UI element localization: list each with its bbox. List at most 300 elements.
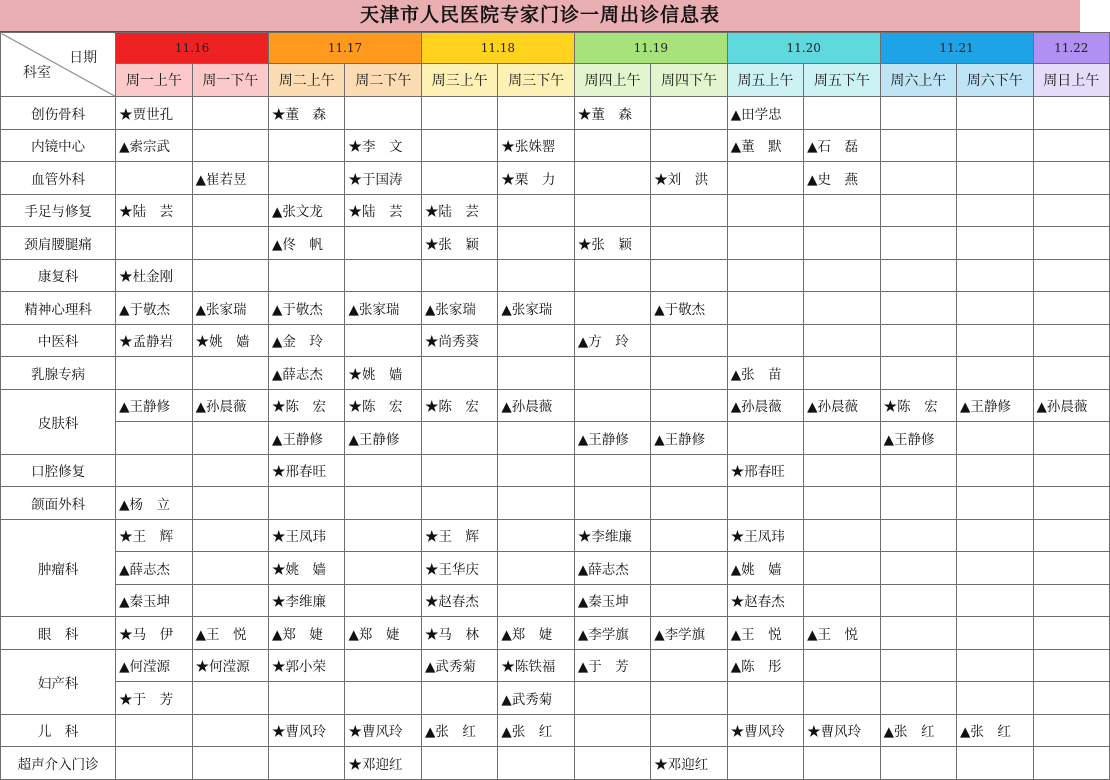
schedule-table bbox=[0, 32, 1110, 780]
table-row bbox=[1, 617, 1110, 650]
doctor-cell bbox=[880, 519, 956, 552]
doctor-cell: ★王凤玮 bbox=[269, 519, 345, 552]
doctor-cell bbox=[498, 519, 574, 552]
doctor-cell bbox=[1033, 649, 1110, 682]
doctor-cell bbox=[804, 259, 880, 292]
doctor-cell bbox=[345, 552, 421, 585]
doctor-cell bbox=[574, 487, 650, 520]
doctor-cell bbox=[574, 747, 650, 780]
department-name: 血管外科 bbox=[1, 162, 116, 195]
doctor-cell: ★董 森 bbox=[574, 97, 650, 130]
doctor-cell: ▲薛志杰 bbox=[574, 552, 650, 585]
doctor-cell: ▲于敬杰 bbox=[116, 292, 192, 325]
doctor-cell: ▲李学旗 bbox=[574, 617, 650, 650]
doctor-cell bbox=[880, 552, 956, 585]
doctor-cell bbox=[957, 682, 1033, 715]
period-header: 周日上午 bbox=[1033, 64, 1110, 97]
doctor-cell bbox=[804, 552, 880, 585]
doctor-cell bbox=[498, 487, 574, 520]
doctor-cell bbox=[880, 259, 956, 292]
doctor-cell bbox=[804, 292, 880, 325]
doctor-cell bbox=[1033, 422, 1110, 455]
doctor-cell bbox=[804, 487, 880, 520]
doctor-cell bbox=[116, 357, 192, 390]
doctor-cell bbox=[116, 747, 192, 780]
doctor-cell: ▲张家瑞 bbox=[421, 292, 497, 325]
doctor-cell: ★马 伊 bbox=[116, 617, 192, 650]
doctor-cell bbox=[880, 227, 956, 260]
table-row bbox=[1, 747, 1110, 780]
doctor-cell: ▲李学旗 bbox=[651, 617, 727, 650]
table-row bbox=[1, 389, 1110, 422]
doctor-cell bbox=[345, 324, 421, 357]
doctor-cell: ▲王静修 bbox=[269, 422, 345, 455]
doctor-cell bbox=[498, 422, 574, 455]
table-row bbox=[1, 454, 1110, 487]
doctor-cell bbox=[574, 454, 650, 487]
doctor-cell bbox=[1033, 682, 1110, 715]
doctor-cell: ★邓迎红 bbox=[345, 747, 421, 780]
doctor-cell bbox=[574, 292, 650, 325]
doctor-cell bbox=[651, 519, 727, 552]
doctor-cell: ★邢春旺 bbox=[269, 454, 345, 487]
period-header: 周三上午 bbox=[421, 64, 497, 97]
doctor-cell bbox=[957, 357, 1033, 390]
doctor-cell bbox=[804, 324, 880, 357]
doctor-cell bbox=[957, 129, 1033, 162]
doctor-cell: ▲武秀菊 bbox=[498, 682, 574, 715]
doctor-cell bbox=[957, 422, 1033, 455]
doctor-cell bbox=[1033, 194, 1110, 227]
doctor-cell bbox=[651, 682, 727, 715]
doctor-cell: ▲孙晨薇 bbox=[498, 389, 574, 422]
department-name: 康复科 bbox=[1, 259, 116, 292]
doctor-cell bbox=[345, 227, 421, 260]
doctor-cell: ★于国涛 bbox=[345, 162, 421, 195]
doctor-cell bbox=[421, 422, 497, 455]
department-name: 皮肤科 bbox=[1, 389, 116, 454]
doctor-cell: ▲孙晨薇 bbox=[804, 389, 880, 422]
doctor-cell bbox=[421, 357, 497, 390]
doctor-cell bbox=[880, 357, 956, 390]
doctor-cell: ▲张 红 bbox=[957, 714, 1033, 747]
doctor-cell bbox=[192, 519, 268, 552]
doctor-cell bbox=[421, 97, 497, 130]
doctor-cell: ★邓迎红 bbox=[651, 747, 727, 780]
doctor-cell bbox=[345, 682, 421, 715]
doctor-cell: ▲秦玉坤 bbox=[574, 584, 650, 617]
doctor-cell bbox=[651, 259, 727, 292]
doctor-cell: ★陈 宏 bbox=[421, 389, 497, 422]
doctor-cell bbox=[269, 682, 345, 715]
doctor-cell: ★孟静岩 bbox=[116, 324, 192, 357]
doctor-cell: ▲郑 婕 bbox=[269, 617, 345, 650]
doctor-cell bbox=[498, 454, 574, 487]
doctor-cell bbox=[880, 649, 956, 682]
period-header: 周二下午 bbox=[345, 64, 421, 97]
doctor-cell: ▲孙晨薇 bbox=[1033, 389, 1110, 422]
doctor-cell bbox=[1033, 454, 1110, 487]
doctor-cell: ▲陈 彤 bbox=[727, 649, 803, 682]
doctor-cell bbox=[574, 357, 650, 390]
doctor-cell: ▲秦玉坤 bbox=[116, 584, 192, 617]
doctor-cell: ▲张文龙 bbox=[269, 194, 345, 227]
doctor-cell bbox=[957, 454, 1033, 487]
date-header: 11.19 bbox=[574, 33, 727, 64]
department-name: 手足与修复 bbox=[1, 194, 116, 227]
corner-dept-label: 科室 bbox=[23, 65, 51, 81]
period-header: 周六下午 bbox=[957, 64, 1033, 97]
table-row bbox=[1, 552, 1110, 585]
doctor-cell bbox=[498, 552, 574, 585]
doctor-cell bbox=[498, 584, 574, 617]
doctor-cell bbox=[804, 747, 880, 780]
doctor-cell: ★陈 宏 bbox=[880, 389, 956, 422]
doctor-cell bbox=[1033, 357, 1110, 390]
table-row bbox=[1, 227, 1110, 260]
doctor-cell: ▲索宗武 bbox=[116, 129, 192, 162]
doctor-cell bbox=[651, 324, 727, 357]
doctor-cell bbox=[651, 357, 727, 390]
doctor-cell bbox=[269, 259, 345, 292]
department-name: 乳腺专病 bbox=[1, 357, 116, 390]
doctor-cell: ▲王静修 bbox=[880, 422, 956, 455]
doctor-cell bbox=[1033, 292, 1110, 325]
department-name: 中医科 bbox=[1, 324, 116, 357]
date-header: 11.18 bbox=[421, 33, 574, 64]
doctor-cell bbox=[498, 97, 574, 130]
table-row bbox=[1, 324, 1110, 357]
doctor-cell bbox=[957, 617, 1033, 650]
doctor-cell: ▲姚 嫱 bbox=[727, 552, 803, 585]
doctor-cell bbox=[957, 747, 1033, 780]
table-row bbox=[1, 292, 1110, 325]
doctor-cell bbox=[651, 584, 727, 617]
department-name: 眼 科 bbox=[1, 617, 116, 650]
corner-date-label: 日期 bbox=[69, 50, 98, 66]
doctor-cell bbox=[421, 682, 497, 715]
doctor-cell bbox=[421, 162, 497, 195]
doctor-cell: ▲佟 帆 bbox=[269, 227, 345, 260]
doctor-cell bbox=[880, 747, 956, 780]
doctor-cell bbox=[498, 259, 574, 292]
doctor-cell: ▲史 燕 bbox=[804, 162, 880, 195]
doctor-cell bbox=[957, 487, 1033, 520]
doctor-cell: ▲王静修 bbox=[651, 422, 727, 455]
doctor-cell bbox=[880, 682, 956, 715]
doctor-cell: ▲孙晨薇 bbox=[192, 389, 268, 422]
doctor-cell: ▲于 芳 bbox=[574, 649, 650, 682]
doctor-cell: ★赵春杰 bbox=[727, 584, 803, 617]
doctor-cell bbox=[804, 682, 880, 715]
doctor-cell: ▲张 红 bbox=[421, 714, 497, 747]
doctor-cell: ★陈铁福 bbox=[498, 649, 574, 682]
doctor-cell bbox=[574, 194, 650, 227]
doctor-cell bbox=[957, 194, 1033, 227]
doctor-cell: ★陆 芸 bbox=[421, 194, 497, 227]
doctor-cell bbox=[804, 584, 880, 617]
doctor-cell bbox=[421, 747, 497, 780]
table-row bbox=[1, 162, 1110, 195]
doctor-cell bbox=[269, 747, 345, 780]
doctor-cell bbox=[651, 552, 727, 585]
doctor-cell bbox=[1033, 617, 1110, 650]
doctor-cell: ★姚 嫱 bbox=[345, 357, 421, 390]
doctor-cell: ★王凤玮 bbox=[727, 519, 803, 552]
doctor-cell bbox=[1033, 129, 1110, 162]
doctor-cell bbox=[192, 97, 268, 130]
doctor-cell: ▲崔若昱 bbox=[192, 162, 268, 195]
table-row bbox=[1, 584, 1110, 617]
doctor-cell: ★赵春杰 bbox=[421, 584, 497, 617]
doctor-cell bbox=[727, 292, 803, 325]
table-row bbox=[1, 422, 1110, 455]
doctor-cell bbox=[880, 162, 956, 195]
department-name: 妇产科 bbox=[1, 649, 116, 714]
doctor-cell: ★张姝罂 bbox=[498, 129, 574, 162]
doctor-cell bbox=[116, 162, 192, 195]
doctor-cell bbox=[957, 162, 1033, 195]
table-row bbox=[1, 194, 1110, 227]
doctor-cell: ★曹风玲 bbox=[345, 714, 421, 747]
doctor-cell bbox=[421, 129, 497, 162]
doctor-cell bbox=[345, 259, 421, 292]
doctor-cell bbox=[192, 552, 268, 585]
doctor-cell bbox=[651, 454, 727, 487]
doctor-cell: ▲郑 婕 bbox=[498, 617, 574, 650]
doctor-cell: ▲张 红 bbox=[880, 714, 956, 747]
doctor-cell bbox=[498, 227, 574, 260]
doctor-cell: ★曹风玲 bbox=[727, 714, 803, 747]
doctor-cell bbox=[574, 259, 650, 292]
doctor-cell: ▲于敬杰 bbox=[269, 292, 345, 325]
doctor-cell bbox=[957, 227, 1033, 260]
doctor-cell bbox=[192, 487, 268, 520]
doctor-cell bbox=[574, 682, 650, 715]
doctor-cell: ★王华庆 bbox=[421, 552, 497, 585]
doctor-cell bbox=[1033, 714, 1110, 747]
table-row bbox=[1, 649, 1110, 682]
doctor-cell bbox=[880, 454, 956, 487]
doctor-cell bbox=[651, 714, 727, 747]
department-name: 颈肩腰腿痛 bbox=[1, 227, 116, 260]
doctor-cell bbox=[804, 97, 880, 130]
department-name: 超声介入门诊 bbox=[1, 747, 116, 780]
doctor-cell bbox=[1033, 162, 1110, 195]
doctor-cell: ★董 森 bbox=[269, 97, 345, 130]
doctor-cell bbox=[116, 422, 192, 455]
doctor-cell bbox=[651, 129, 727, 162]
doctor-cell bbox=[727, 259, 803, 292]
doctor-cell: ▲武秀菊 bbox=[421, 649, 497, 682]
doctor-cell bbox=[192, 357, 268, 390]
doctor-cell bbox=[804, 649, 880, 682]
date-header: 11.22 bbox=[1033, 33, 1110, 64]
doctor-cell: ▲张家瑞 bbox=[498, 292, 574, 325]
doctor-cell: ★张 颖 bbox=[421, 227, 497, 260]
doctor-cell: ★王 辉 bbox=[421, 519, 497, 552]
table-row bbox=[1, 129, 1110, 162]
doctor-cell bbox=[1033, 227, 1110, 260]
doctor-cell bbox=[345, 454, 421, 487]
doctor-cell: ★何滢源 bbox=[192, 649, 268, 682]
period-header-row bbox=[1, 64, 1110, 97]
period-header: 周五上午 bbox=[727, 64, 803, 97]
doctor-cell: ▲王 悦 bbox=[804, 617, 880, 650]
doctor-cell bbox=[192, 129, 268, 162]
doctor-cell: ★曹风玲 bbox=[269, 714, 345, 747]
table-row bbox=[1, 682, 1110, 715]
doctor-cell: ★于 芳 bbox=[116, 682, 192, 715]
doctor-cell bbox=[1033, 552, 1110, 585]
doctor-cell bbox=[880, 584, 956, 617]
doctor-cell: ▲田学忠 bbox=[727, 97, 803, 130]
doctor-cell bbox=[804, 357, 880, 390]
doctor-cell bbox=[574, 389, 650, 422]
table-row bbox=[1, 357, 1110, 390]
doctor-cell bbox=[345, 649, 421, 682]
doctor-cell bbox=[880, 292, 956, 325]
doctor-cell bbox=[880, 617, 956, 650]
doctor-cell bbox=[727, 747, 803, 780]
doctor-cell: ▲薛志杰 bbox=[116, 552, 192, 585]
doctor-cell bbox=[574, 714, 650, 747]
doctor-cell bbox=[1033, 584, 1110, 617]
doctor-cell bbox=[880, 194, 956, 227]
schedule-body bbox=[1, 97, 1110, 780]
doctor-cell: ★王 辉 bbox=[116, 519, 192, 552]
doctor-cell bbox=[804, 454, 880, 487]
doctor-cell: ★姚 嫱 bbox=[269, 552, 345, 585]
doctor-cell bbox=[116, 714, 192, 747]
doctor-cell: ▲王静修 bbox=[116, 389, 192, 422]
doctor-cell: ▲石 磊 bbox=[804, 129, 880, 162]
doctor-cell bbox=[269, 129, 345, 162]
doctor-cell bbox=[116, 454, 192, 487]
doctor-cell bbox=[1033, 519, 1110, 552]
doctor-cell: ★郭小荣 bbox=[269, 649, 345, 682]
doctor-cell bbox=[498, 194, 574, 227]
period-header: 周一上午 bbox=[116, 64, 192, 97]
date-header-row bbox=[1, 33, 1110, 64]
doctor-cell: ★尚秀葵 bbox=[421, 324, 497, 357]
doctor-cell bbox=[345, 97, 421, 130]
doctor-cell bbox=[651, 227, 727, 260]
table-row bbox=[1, 259, 1110, 292]
table-row bbox=[1, 519, 1110, 552]
doctor-cell: ▲金 玲 bbox=[269, 324, 345, 357]
doctor-cell: ★姚 嫱 bbox=[192, 324, 268, 357]
doctor-cell: ▲王静修 bbox=[957, 389, 1033, 422]
doctor-cell: ★杜金刚 bbox=[116, 259, 192, 292]
doctor-cell bbox=[192, 714, 268, 747]
doctor-cell bbox=[804, 422, 880, 455]
doctor-cell bbox=[192, 682, 268, 715]
doctor-cell bbox=[727, 682, 803, 715]
doctor-cell bbox=[1033, 747, 1110, 780]
department-name: 内镜中心 bbox=[1, 129, 116, 162]
date-header: 11.17 bbox=[269, 33, 422, 64]
doctor-cell bbox=[498, 357, 574, 390]
doctor-cell bbox=[727, 162, 803, 195]
doctor-cell bbox=[192, 259, 268, 292]
doctor-cell bbox=[269, 487, 345, 520]
doctor-cell: ▲何滢源 bbox=[116, 649, 192, 682]
table-row bbox=[1, 487, 1110, 520]
doctor-cell bbox=[498, 324, 574, 357]
doctor-cell: ★曹风玲 bbox=[804, 714, 880, 747]
date-header: 11.21 bbox=[880, 33, 1033, 64]
date-header: 11.20 bbox=[727, 33, 880, 64]
doctor-cell bbox=[804, 227, 880, 260]
department-name: 颌面外科 bbox=[1, 487, 116, 520]
doctor-cell bbox=[574, 129, 650, 162]
doctor-cell bbox=[651, 194, 727, 227]
doctor-cell: ★张 颖 bbox=[574, 227, 650, 260]
doctor-cell bbox=[804, 194, 880, 227]
doctor-cell: ▲王 悦 bbox=[727, 617, 803, 650]
doctor-cell bbox=[727, 324, 803, 357]
doctor-cell: ★李 文 bbox=[345, 129, 421, 162]
doctor-cell: ★栗 力 bbox=[498, 162, 574, 195]
doctor-cell bbox=[345, 487, 421, 520]
doctor-cell bbox=[880, 97, 956, 130]
doctor-cell bbox=[727, 422, 803, 455]
doctor-cell bbox=[651, 649, 727, 682]
doctor-cell bbox=[804, 519, 880, 552]
period-header: 周一下午 bbox=[192, 64, 268, 97]
doctor-cell bbox=[269, 162, 345, 195]
doctor-cell bbox=[727, 487, 803, 520]
department-name: 创伤骨科 bbox=[1, 97, 116, 130]
doctor-cell: ▲王 悦 bbox=[192, 617, 268, 650]
doctor-cell: ▲薛志杰 bbox=[269, 357, 345, 390]
page-title: 天津市人民医院专家门诊一周出诊信息表 bbox=[0, 0, 1080, 32]
doctor-cell bbox=[1033, 324, 1110, 357]
doctor-cell bbox=[1033, 97, 1110, 130]
doctor-cell bbox=[957, 649, 1033, 682]
department-name: 精神心理科 bbox=[1, 292, 116, 325]
doctor-cell bbox=[498, 747, 574, 780]
doctor-cell: ▲郑 婕 bbox=[345, 617, 421, 650]
doctor-cell bbox=[957, 519, 1033, 552]
doctor-cell: ★李维廉 bbox=[269, 584, 345, 617]
doctor-cell: ▲杨 立 bbox=[116, 487, 192, 520]
department-name: 口腔修复 bbox=[1, 454, 116, 487]
table-row bbox=[1, 97, 1110, 130]
doctor-cell bbox=[192, 227, 268, 260]
doctor-cell: ▲张 苗 bbox=[727, 357, 803, 390]
doctor-cell: ★李维廉 bbox=[574, 519, 650, 552]
doctor-cell bbox=[345, 519, 421, 552]
doctor-cell bbox=[727, 194, 803, 227]
doctor-cell: ★邢春旺 bbox=[727, 454, 803, 487]
doctor-cell: ★陆 芸 bbox=[116, 194, 192, 227]
period-header: 周四下午 bbox=[651, 64, 727, 97]
doctor-cell: ▲王静修 bbox=[574, 422, 650, 455]
doctor-cell bbox=[957, 292, 1033, 325]
doctor-cell bbox=[651, 487, 727, 520]
doctor-cell: ▲张家瑞 bbox=[345, 292, 421, 325]
doctor-cell bbox=[421, 487, 497, 520]
doctor-cell: ★陈 宏 bbox=[269, 389, 345, 422]
header-corner bbox=[1, 33, 116, 97]
doctor-cell bbox=[957, 584, 1033, 617]
doctor-cell: ★陈 宏 bbox=[345, 389, 421, 422]
doctor-cell bbox=[651, 389, 727, 422]
period-header: 周二上午 bbox=[269, 64, 345, 97]
doctor-cell bbox=[192, 422, 268, 455]
